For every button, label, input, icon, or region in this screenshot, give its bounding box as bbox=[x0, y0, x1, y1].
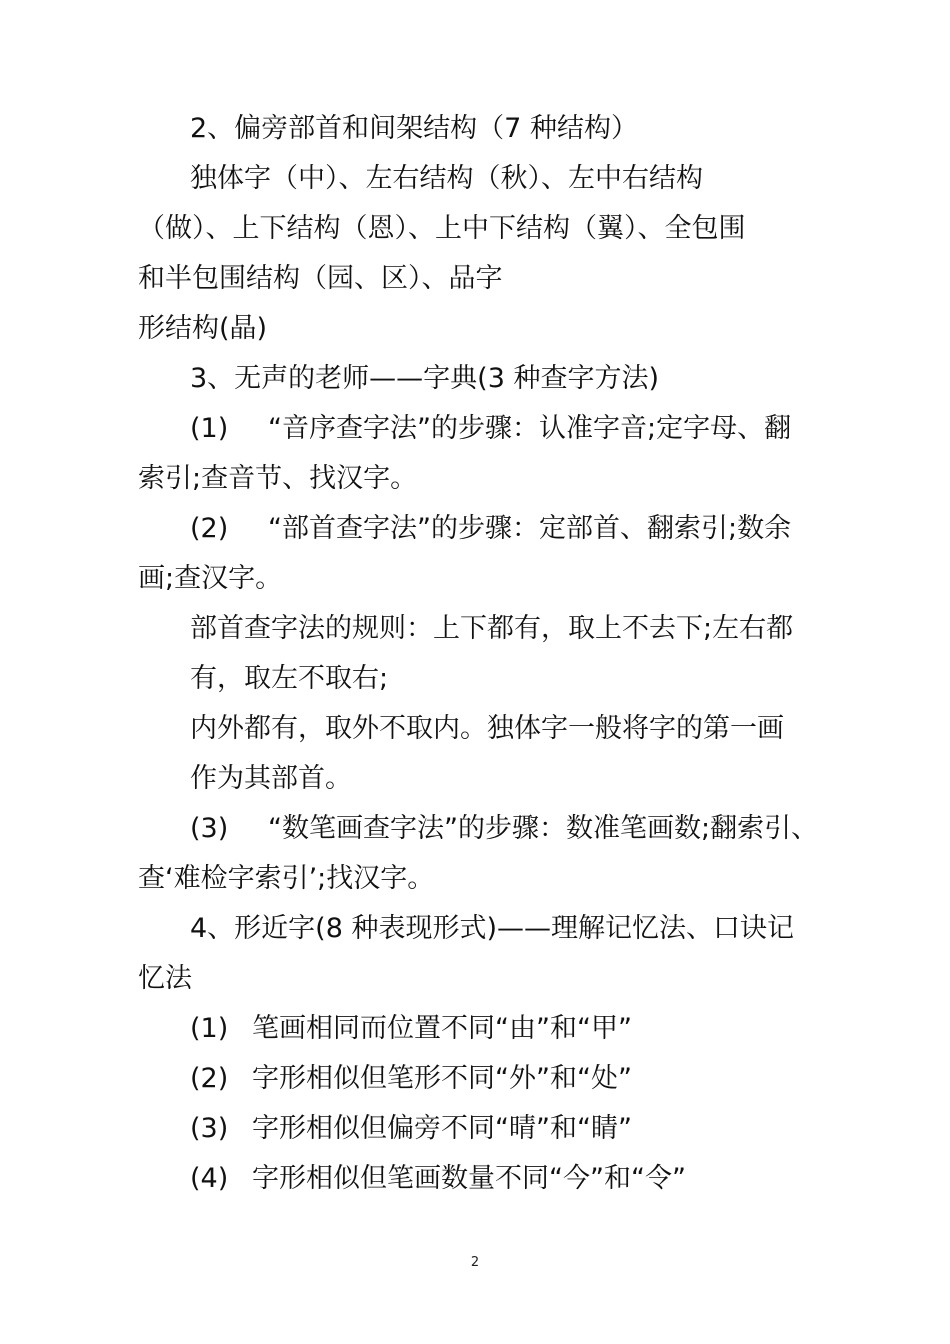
section-2-heading: 2、偏旁部首和间架结构（7 种结构） bbox=[190, 113, 638, 144]
list-item-text: 字形相似但笔形不同“外”和“处” bbox=[252, 1063, 632, 1094]
paragraph-line: 有，取左不取右; bbox=[190, 663, 389, 694]
list-item bbox=[190, 512, 791, 546]
list-item-number: (1) bbox=[190, 413, 229, 444]
paragraph-line: 部首查字法的规则：上下都有，取上不去下;左右都 bbox=[190, 613, 794, 644]
list-item-text: 字形相似但偏旁不同“晴”和“睛” bbox=[252, 1113, 632, 1144]
list-item bbox=[190, 412, 791, 446]
paragraph-line: 索引;查音节、找汉字。 bbox=[138, 463, 418, 494]
paragraph-line: 内外都有，取外不取内。独体字一般将字的第一画 bbox=[190, 713, 784, 744]
paragraph-line: 查‘难检字索引’;找汉字。 bbox=[138, 863, 435, 894]
paragraph-line: 作为其部首。 bbox=[190, 763, 352, 794]
section-4-heading: 4、形近字(8 种表现形式)——理解记忆法、口诀记 bbox=[190, 913, 795, 944]
paragraph-line: 和半包围结构（园、区）、品字 bbox=[138, 263, 503, 294]
page-number: 2 bbox=[470, 1255, 480, 1270]
list-item-number: (3) bbox=[190, 1113, 229, 1144]
paragraph-line: 画;查汉字。 bbox=[138, 563, 283, 594]
list-item bbox=[190, 1012, 632, 1046]
paragraph-line: 独体字（中）、左右结构（秋）、左中右结构 bbox=[190, 163, 703, 194]
list-item-number: (2) bbox=[190, 1063, 229, 1094]
list-item-text: 笔画相同而位置不同“由”和“甲” bbox=[252, 1013, 632, 1044]
paragraph-line: 形结构(晶) bbox=[138, 313, 268, 344]
paragraph-line: （做）、上下结构（恩）、上中下结构（翼）、全包围 bbox=[138, 213, 746, 244]
list-item-text: 字形相似但笔画数量不同“今”和“令” bbox=[252, 1163, 686, 1194]
section-3-heading: 3、无声的老师——字典(3 种查字方法) bbox=[190, 363, 660, 394]
paragraph-line: 忆法 bbox=[138, 963, 192, 994]
list-item-number: (2) bbox=[190, 513, 229, 544]
list-item-text: “部首查字法”的步骤：定部首、翻索引;数余 bbox=[268, 513, 792, 544]
list-item-number: (4) bbox=[190, 1163, 229, 1194]
list-item-text: “数笔画查字法”的步骤：数准笔画数;翻索引、 bbox=[268, 813, 819, 844]
list-item-number: (3) bbox=[190, 813, 229, 844]
list-item bbox=[190, 1062, 632, 1096]
list-item bbox=[190, 812, 818, 846]
list-item-number: (1) bbox=[190, 1013, 229, 1044]
list-item bbox=[190, 1162, 686, 1196]
list-item bbox=[190, 1112, 632, 1146]
list-item-text: “音序查字法”的步骤：认准字音;定字母、翻 bbox=[268, 413, 792, 444]
